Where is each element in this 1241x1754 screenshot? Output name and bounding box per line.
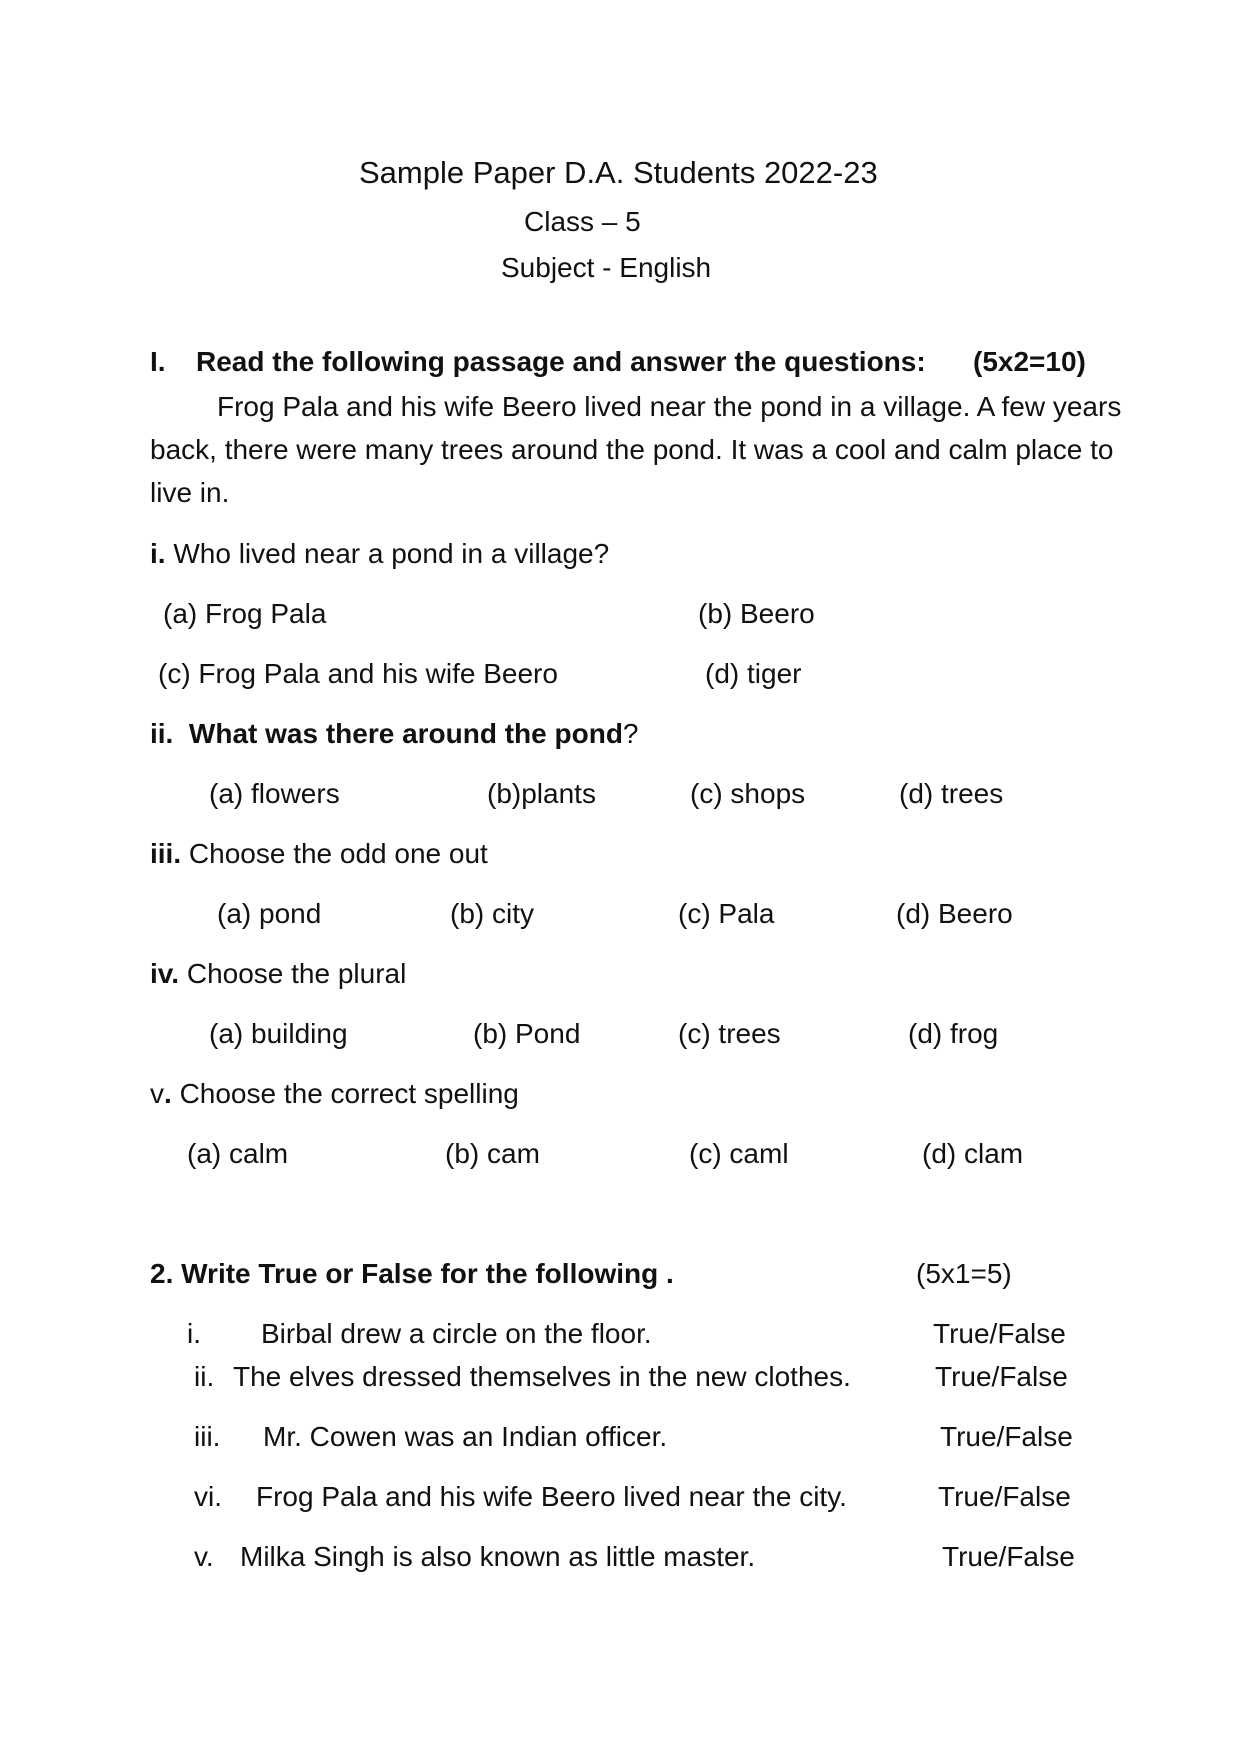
q1-option-d: (d) tiger (705, 658, 802, 689)
question-text: Choose the correct spelling (179, 1078, 519, 1109)
q5-option-a: (a) calm (187, 1138, 289, 1169)
q4-option-b: (b) Pond (473, 1018, 581, 1049)
question-text: Choose the plural (186, 958, 407, 989)
tf-item-text: Birbal drew a circle on the floor. (261, 1318, 652, 1349)
q1-option-b: (b) Beero (698, 598, 815, 629)
paper-title: Sample Paper D.A. Students 2022-23 (359, 155, 878, 190)
tf-item-number: vi. (194, 1481, 222, 1512)
tf-item-number: i. (187, 1318, 201, 1349)
tf-item-text: Milka Singh is also known as little master. (240, 1541, 756, 1572)
question-number: iv. (150, 958, 180, 989)
q1-option-a: (a) Frog Pala (163, 598, 327, 629)
tf-item-answer: True/False (935, 1361, 1068, 1392)
question-number: iii. (150, 838, 182, 869)
section2-marks: (5x1=5) (916, 1258, 1012, 1289)
q2-option-d: (d) trees (899, 778, 1004, 809)
q2-option-b: (b)plants (487, 778, 596, 809)
q5-option-b: (b) cam (445, 1138, 540, 1169)
section1-number: I. (150, 346, 166, 377)
q1-option-c: (c) Frog Pala and his wife Beero (158, 658, 558, 689)
tf-item-number: ii. (194, 1361, 215, 1392)
subject-label: Subject - English (501, 252, 712, 283)
question-number: ii. (150, 718, 174, 749)
q3-option-d: (d) Beero (896, 898, 1013, 929)
q4-option-a: (a) building (209, 1018, 348, 1049)
passage (150, 385, 1130, 514)
question-number: v (150, 1078, 164, 1109)
q4-option-d: (d) frog (908, 1018, 999, 1049)
q3-option-a: (a) pond (217, 898, 322, 929)
q3-option-c: (c) Pala (678, 898, 775, 929)
q2-option-a: (a) flowers (209, 778, 340, 809)
q5-option-d: (d) clam (922, 1138, 1024, 1169)
tf-item-answer: True/False (942, 1541, 1075, 1572)
question-3 (150, 840, 488, 868)
section2-heading: 2. Write True or False for the following . (150, 1258, 674, 1289)
q5-option-c: (c) caml (689, 1138, 789, 1169)
question-1 (150, 540, 609, 568)
q4-option-c: (c) trees (678, 1018, 781, 1049)
q2-option-c: (c) shops (690, 778, 806, 809)
question-text: Choose the odd one out (188, 838, 488, 869)
question-5 (150, 1080, 519, 1108)
class-label: Class – 5 (524, 206, 641, 237)
section1-marks: (5x2=10) (973, 346, 1086, 377)
question-number-dot: . (164, 1078, 172, 1109)
question-suffix: ? (622, 718, 639, 749)
question-text: Who lived near a pond in a village? (173, 538, 610, 569)
section1-heading: Read the following passage and answer the questions: (196, 346, 926, 377)
tf-item-text: Mr. Cowen was an Indian officer. (263, 1421, 668, 1452)
tf-item-text: The elves dressed themselves in the new clothes. (233, 1361, 851, 1392)
question-text: What was there around the pond (188, 718, 623, 749)
tf-item-number: v. (194, 1541, 214, 1572)
passage-text: Frog Pala and his wife Beero lived near the pond in a village. A few years back, there were many trees around the pond. It was a cool and calm place to live in. (150, 391, 1122, 508)
question-number: i. (150, 538, 166, 569)
tf-item-text: Frog Pala and his wife Beero lived near the city. (256, 1481, 847, 1512)
tf-item-number: iii. (194, 1421, 221, 1452)
question-4 (150, 960, 406, 988)
question-2 (150, 720, 639, 748)
tf-item-answer: True/False (938, 1481, 1071, 1512)
tf-item-answer: True/False (940, 1421, 1073, 1452)
q3-option-b: (b) city (450, 898, 534, 929)
tf-item-answer: True/False (933, 1318, 1066, 1349)
